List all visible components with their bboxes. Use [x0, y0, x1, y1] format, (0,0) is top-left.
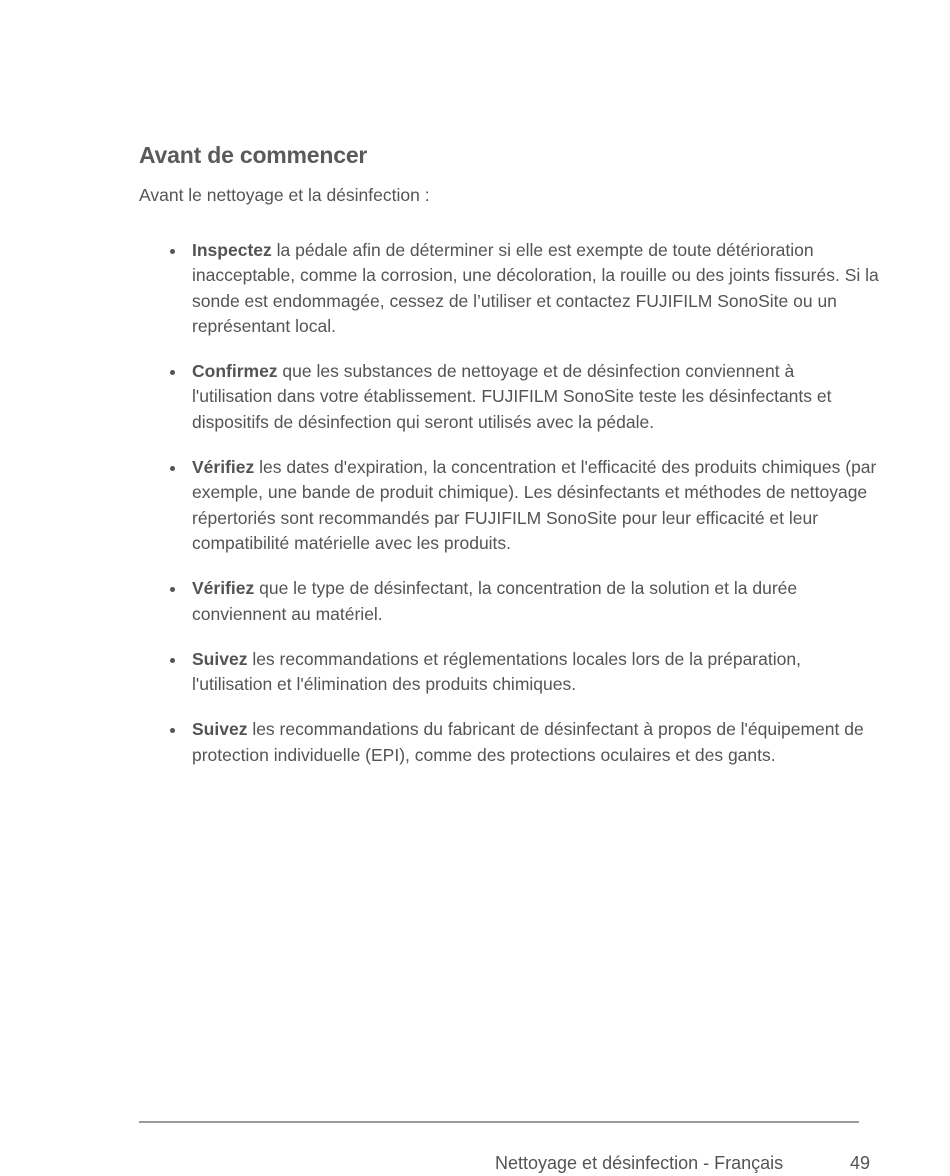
- list-item: [139, 717, 879, 768]
- list-item: [139, 238, 879, 339]
- bullet-lead: Suivez: [192, 719, 248, 740]
- precautions-list: [139, 238, 879, 788]
- footer-divider: [139, 1121, 859, 1123]
- bullet-lead: Confirmez: [192, 361, 278, 382]
- page-title: Avant de commencer: [139, 142, 368, 168]
- bullet-icon: [170, 466, 175, 471]
- intro-text: Avant le nettoyage et la désinfection :: [139, 185, 430, 205]
- list-item: [139, 576, 879, 627]
- bullet-icon: [170, 249, 175, 254]
- bullet-icon: [170, 658, 175, 663]
- bullet-text: la pédale afin de déterminer si elle est exempte de toute détérioration inacceptable, comme la corrosion, une décoloration, la rouille ou des joints fissurés. Si la sonde est endommagée, cessez de l’utiliser et contactez FUJIFILM SonoSite ou un représentant local.: [192, 240, 879, 336]
- footer-section-title: Nettoyage et désinfection - Français: [495, 1153, 784, 1173]
- bullet-lead: Inspectez: [192, 240, 272, 260]
- bullet-icon: [170, 728, 175, 733]
- list-item: [139, 359, 879, 435]
- bullet-icon: [170, 370, 175, 375]
- bullet-icon: [170, 587, 175, 592]
- bullet-text: les recommandations du fabricant de désinfectant à propos de l'équipement de protection individuelle (EPI), comme des protections oculaires et des gants.: [192, 719, 864, 765]
- bullet-lead: Vérifiez: [192, 578, 255, 599]
- page-number: 49: [850, 1153, 871, 1173]
- bullet-text: que les substances de nettoyage et de désinfection conviennent à l'utilisation dans votre établissement. FUJIFILM SonoSite teste les désinfectants et dispositifs de désinfection qui seront utilisés avec la pédale.: [192, 361, 832, 432]
- bullet-lead: Suivez: [192, 648, 248, 669]
- bullet-text: les dates d'expiration, la concentration et l'efficacité des produits chimiques (par exemple, une bande de produit chimique). Les désinfectants et méthodes de nettoyage répertoriés sont recommandés par FUJIFILM SonoSite pour leur efficacité et leur compatibilité matérielle avec les produits.: [192, 457, 877, 553]
- bullet-lead: Vérifiez: [192, 457, 255, 478]
- bullet-text: que le type de désinfectant, la concentration de la solution et la durée conviennent au matériel.: [192, 578, 798, 624]
- bullet-text: les recommandations et réglementations locales lors de la préparation, l'utilisation et l'élimination des produits chimiques.: [192, 648, 801, 695]
- list-item: [139, 647, 879, 698]
- list-item: [139, 455, 879, 556]
